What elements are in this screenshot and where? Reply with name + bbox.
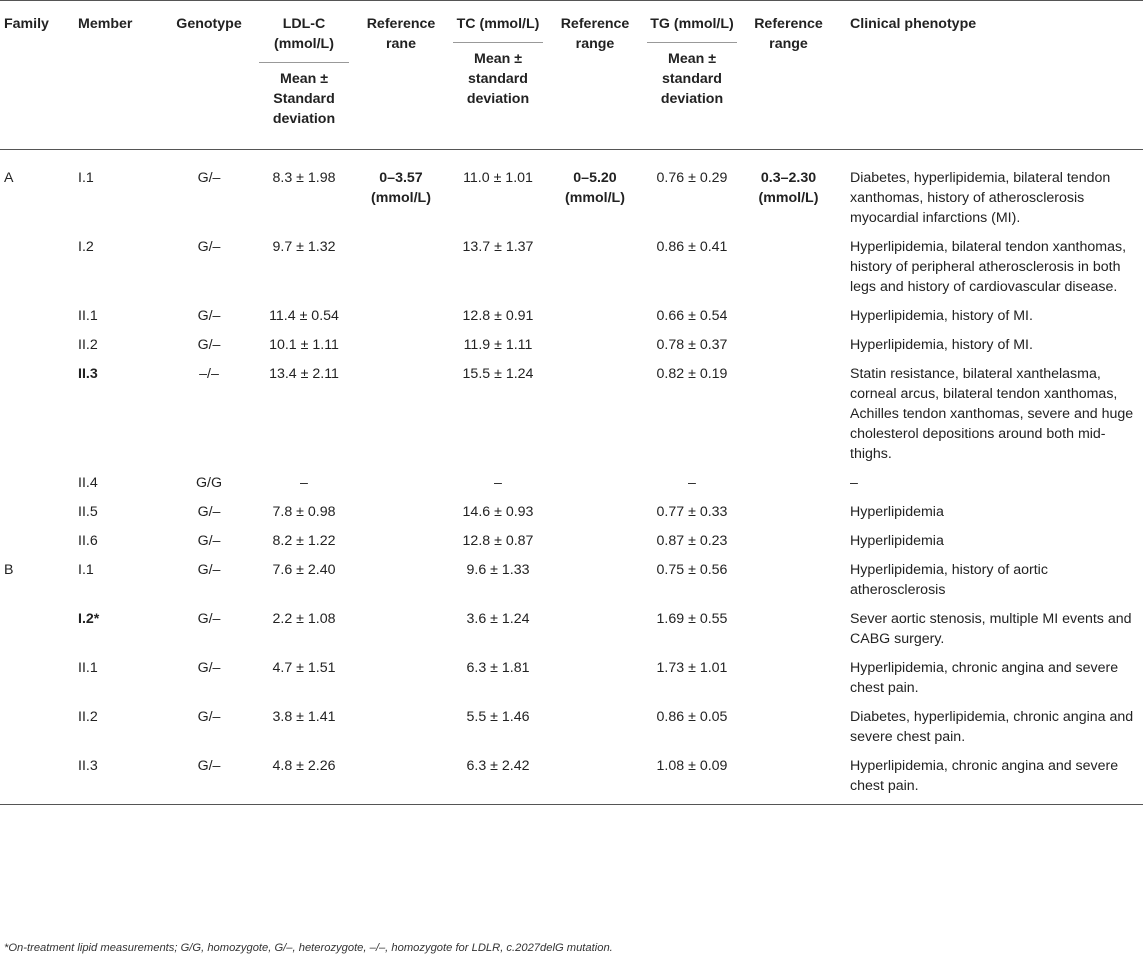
cell-ref-ldl bbox=[356, 658, 446, 707]
cell-genotype: G/– bbox=[197, 239, 221, 255]
cell-member: II.2 bbox=[78, 709, 98, 725]
cell-genotype: G/– bbox=[197, 660, 221, 676]
cell-phenotype: Hyperlipidemia, history of MI. bbox=[850, 308, 1033, 324]
header-ldl bbox=[252, 1, 356, 150]
cell-tc: 11.9 ± 1.11 bbox=[463, 337, 533, 353]
header-genotype: Genotype bbox=[176, 16, 242, 32]
cell-tg: 0.86 ± 0.05 bbox=[656, 709, 728, 725]
cell-ref-tc bbox=[550, 335, 640, 364]
cell-ref-tc bbox=[550, 756, 640, 805]
cell-ref-ldl bbox=[356, 560, 446, 609]
cell-tg: 1.08 ± 0.09 bbox=[640, 756, 744, 805]
cell-member: I.1 bbox=[78, 562, 94, 578]
cell-family bbox=[0, 531, 78, 560]
cell-phenotype: Diabetes, hyperlipidemia, bilateral tendon xanthomas, history of atherosclerosis myocardial infarctions (MI). bbox=[833, 150, 1143, 238]
table-row bbox=[0, 237, 1143, 306]
cell-tg: 0.66 ± 0.54 bbox=[656, 308, 728, 324]
cell-phenotype: Statin resistance, bilateral xanthelasma, corneal arcus, bilateral tendon xanthomas, Achilles tendon xanthomas, severe and huge cholesterol depositions around both mid-thighs. bbox=[850, 366, 1134, 462]
cell-ref-ldl bbox=[356, 707, 446, 756]
cell-ldl: 11.4 ± 0.54 bbox=[269, 308, 339, 324]
cell-tg: 0.77 ± 0.33 bbox=[656, 504, 728, 520]
cell-ref-tg bbox=[744, 707, 833, 756]
table-body bbox=[0, 150, 1143, 805]
cell-ref-tc bbox=[550, 560, 640, 609]
cell-family bbox=[0, 707, 78, 756]
cell-ref-tc: 0–5.20 (mmol/L) bbox=[550, 150, 640, 238]
cell-ref-tc bbox=[550, 609, 640, 658]
table-row bbox=[0, 335, 1143, 364]
header-ldl-sub: Mean ± Standard deviation bbox=[259, 62, 349, 129]
cell-ref-tg bbox=[744, 658, 833, 707]
cell-ref-tg bbox=[744, 502, 833, 531]
cell-ref-tc bbox=[550, 306, 640, 335]
header-member: Member bbox=[78, 16, 133, 32]
table-footnote: *On-treatment lipid measurements; G/G, homozygote, G/–, heterozygote, –/–, homozygote for LDLR, c.2027delG mutation. bbox=[4, 942, 613, 954]
cell-ref-tg bbox=[744, 473, 833, 502]
cell-tg: 1.69 ± 0.55 bbox=[656, 611, 728, 627]
cell-ref-ldl bbox=[356, 473, 446, 502]
cell-ref-tg bbox=[744, 335, 833, 364]
table-row bbox=[0, 658, 1143, 707]
header-ref-tc: Reference range bbox=[560, 16, 630, 52]
cell-tg: – bbox=[688, 475, 696, 491]
cell-tg: 0.76 ± 0.29 bbox=[640, 150, 744, 238]
cell-member: II.3 bbox=[78, 756, 166, 805]
cell-tg: 1.73 ± 1.01 bbox=[656, 660, 728, 676]
cell-family: B bbox=[4, 562, 14, 578]
cell-tc: 14.6 ± 0.93 bbox=[462, 504, 534, 520]
cell-ldl: 13.4 ± 2.11 bbox=[269, 366, 339, 382]
header-ldl-label: LDL-C (mmol/L) bbox=[274, 16, 334, 52]
cell-tc: 9.6 ± 1.33 bbox=[466, 562, 530, 578]
cell-tc: 12.8 ± 0.87 bbox=[462, 533, 534, 549]
cell-tc: 12.8 ± 0.91 bbox=[462, 308, 534, 324]
table-row bbox=[0, 756, 1143, 805]
cell-member: II.1 bbox=[78, 660, 98, 676]
table-row bbox=[0, 473, 1143, 502]
cell-phenotype: Hyperlipidemia, chronic angina and severe chest pain. bbox=[833, 756, 1143, 805]
cell-ref-tg bbox=[744, 364, 833, 473]
cell-ldl: 4.8 ± 2.26 bbox=[252, 756, 356, 805]
cell-family bbox=[0, 502, 78, 531]
cell-ref-tg: 0.3–2.30 (mmol/L) bbox=[744, 150, 833, 238]
cell-tc: 11.0 ± 1.01 bbox=[446, 150, 550, 238]
cell-ref-ldl bbox=[356, 306, 446, 335]
cell-ref-tc bbox=[550, 531, 640, 560]
cell-ref-tg bbox=[744, 531, 833, 560]
cell-tg: 0.87 ± 0.23 bbox=[656, 533, 728, 549]
cell-genotype: G/– bbox=[197, 709, 221, 725]
cell-tc: 15.5 ± 1.24 bbox=[462, 366, 534, 382]
cell-ref-ldl: 0–3.57 (mmol/L) bbox=[356, 150, 446, 238]
table-row bbox=[0, 560, 1143, 609]
header-family: Family bbox=[4, 16, 49, 32]
table-row bbox=[0, 531, 1143, 560]
cell-family bbox=[0, 609, 78, 658]
cell-member: II.3 bbox=[78, 366, 98, 382]
cell-tc: 13.7 ± 1.37 bbox=[462, 239, 534, 255]
cell-family bbox=[0, 473, 78, 502]
cell-ldl: 8.3 ± 1.98 bbox=[252, 150, 356, 238]
cell-genotype: G/– bbox=[197, 504, 221, 520]
cell-genotype: G/– bbox=[197, 533, 221, 549]
cell-genotype: G/– bbox=[197, 562, 221, 578]
cell-family bbox=[0, 237, 78, 306]
cell-tc: 6.3 ± 2.42 bbox=[446, 756, 550, 805]
cell-tg: 0.86 ± 0.41 bbox=[656, 239, 728, 255]
cell-ref-ldl bbox=[356, 335, 446, 364]
cell-ldl: – bbox=[300, 475, 308, 491]
cell-genotype: G/– bbox=[166, 756, 252, 805]
cell-genotype: G/– bbox=[197, 337, 221, 353]
cell-family bbox=[0, 756, 78, 805]
cell-tc: 6.3 ± 1.81 bbox=[466, 660, 530, 676]
cell-ref-tc bbox=[550, 502, 640, 531]
cell-ldl: 9.7 ± 1.32 bbox=[272, 239, 336, 255]
cell-ref-ldl bbox=[356, 502, 446, 531]
cell-tc: 3.6 ± 1.24 bbox=[466, 611, 530, 627]
cell-family bbox=[0, 306, 78, 335]
cell-ldl: 8.2 ± 1.22 bbox=[272, 533, 336, 549]
cell-phenotype: Hyperlipidemia, history of MI. bbox=[850, 337, 1033, 353]
cell-ref-tc bbox=[550, 473, 640, 502]
cell-member: II.6 bbox=[78, 533, 98, 549]
cell-phenotype: Hyperlipidemia, bilateral tendon xanthomas, history of peripheral atherosclerosis in both legs and history of cardiovascular disease. bbox=[850, 239, 1127, 295]
cell-ref-tg bbox=[744, 237, 833, 306]
cell-phenotype: Hyperlipidemia, chronic angina and severe chest pain. bbox=[850, 660, 1119, 696]
cell-tc: – bbox=[494, 475, 502, 491]
header-tc-sub: Mean ± standard deviation bbox=[453, 42, 543, 109]
cell-member: I.2 bbox=[78, 239, 94, 255]
header-ref-ldl: Reference rane bbox=[366, 16, 436, 52]
cell-family: A bbox=[0, 150, 78, 238]
cell-ldl: 7.6 ± 2.40 bbox=[272, 562, 336, 578]
cell-ldl: 4.7 ± 1.51 bbox=[272, 660, 336, 676]
cell-ref-tg bbox=[744, 560, 833, 609]
cell-phenotype: Hyperlipidemia bbox=[850, 533, 944, 549]
cell-phenotype: Sever aortic stenosis, multiple MI events and CABG surgery. bbox=[850, 611, 1132, 647]
cell-genotype: G/– bbox=[197, 611, 221, 627]
cell-family bbox=[0, 364, 78, 473]
cell-ref-tc bbox=[550, 237, 640, 306]
header-tc bbox=[446, 1, 550, 150]
cell-genotype: G/– bbox=[197, 308, 221, 324]
header-tc-label: TC (mmol/L) bbox=[456, 16, 540, 32]
cell-member: II.4 bbox=[78, 475, 98, 491]
cell-ref-tg bbox=[744, 756, 833, 805]
cell-member: I.2* bbox=[78, 611, 100, 627]
cell-ref-ldl bbox=[356, 531, 446, 560]
cell-family bbox=[0, 658, 78, 707]
cell-phenotype: Hyperlipidemia bbox=[850, 504, 944, 520]
cell-ref-tc bbox=[550, 707, 640, 756]
cell-ref-ldl bbox=[356, 756, 446, 805]
header-tg-label: TG (mmol/L) bbox=[650, 16, 734, 32]
cell-genotype: –/– bbox=[199, 366, 219, 382]
table-row bbox=[0, 502, 1143, 531]
cell-member: II.5 bbox=[78, 504, 98, 520]
cell-ldl: 3.8 ± 1.41 bbox=[272, 709, 336, 725]
header-ref-tg: Reference range bbox=[754, 16, 823, 52]
cell-ref-tc bbox=[550, 658, 640, 707]
cell-genotype: G/– bbox=[166, 150, 252, 238]
cell-family bbox=[0, 335, 78, 364]
table-row bbox=[0, 707, 1143, 756]
table-row bbox=[0, 150, 1143, 238]
cell-ref-ldl bbox=[356, 609, 446, 658]
cell-tg: 0.75 ± 0.56 bbox=[656, 562, 728, 578]
cell-phenotype: Hyperlipidemia, history of aortic atherosclerosis bbox=[850, 562, 1048, 598]
cell-member: II.2 bbox=[78, 337, 98, 353]
header-tg-sub: Mean ± standard deviation bbox=[647, 42, 737, 109]
cell-phenotype: Diabetes, hyperlipidemia, chronic angina and severe chest pain. bbox=[850, 709, 1134, 745]
cell-genotype: G/G bbox=[195, 475, 222, 491]
table-row bbox=[0, 306, 1143, 335]
cell-ref-tg bbox=[744, 609, 833, 658]
cell-ref-ldl bbox=[356, 364, 446, 473]
cell-tg: 0.78 ± 0.37 bbox=[656, 337, 728, 353]
cell-tc: 5.5 ± 1.46 bbox=[466, 709, 530, 725]
header-tg bbox=[640, 1, 744, 150]
cell-ldl: 10.1 ± 1.11 bbox=[269, 337, 339, 353]
cell-phenotype: – bbox=[850, 475, 858, 491]
cell-ref-tg bbox=[744, 306, 833, 335]
cell-ref-ldl bbox=[356, 237, 446, 306]
header-row bbox=[0, 1, 1143, 150]
cell-member: I.1 bbox=[78, 150, 166, 238]
table-row bbox=[0, 609, 1143, 658]
cell-ldl: 2.2 ± 1.08 bbox=[272, 611, 336, 627]
header-phenotype: Clinical phenotype bbox=[850, 16, 977, 32]
cell-ldl: 7.8 ± 0.98 bbox=[272, 504, 336, 520]
table-row bbox=[0, 364, 1143, 473]
cell-tg: 0.82 ± 0.19 bbox=[656, 366, 728, 382]
cell-member: II.1 bbox=[78, 308, 98, 324]
cell-ref-tc bbox=[550, 364, 640, 473]
